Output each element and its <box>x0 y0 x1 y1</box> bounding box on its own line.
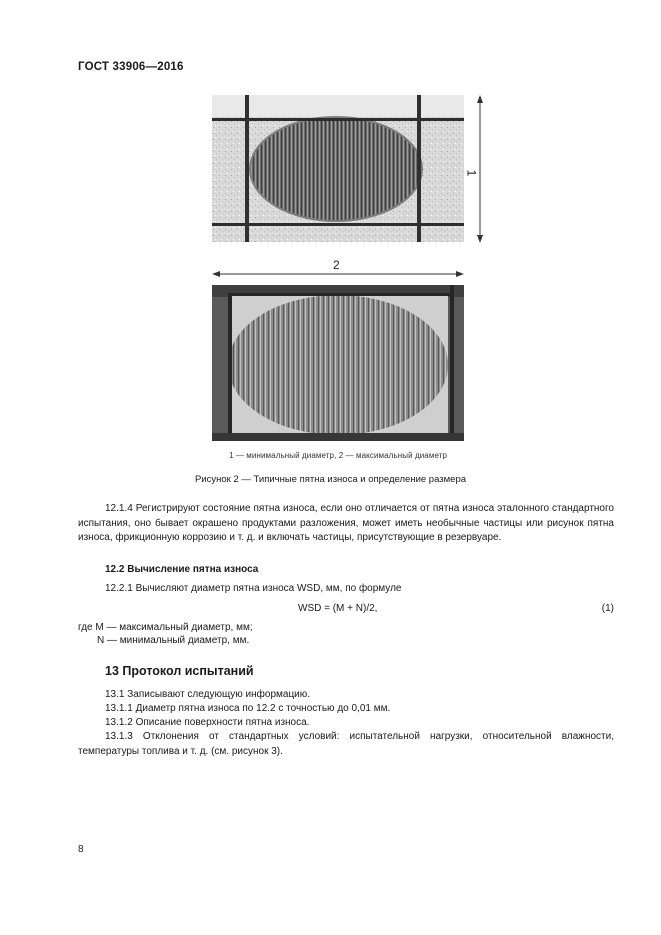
heading-12-2: 12.2 Вычисление пятна износа <box>105 564 259 575</box>
where-m-definition: где M — максимальный диаметр, мм; <box>78 622 253 633</box>
figure-caption: Рисунок 2 — Типичные пятна износа и определение размера <box>194 474 467 485</box>
figure-2 <box>200 88 500 458</box>
where-n-definition: N — минимальный диаметр, мм. <box>97 635 250 646</box>
paragraph-12-2-1: 12.2.1 Вычисляют диаметр пятна износа WSD, мм, по формуле <box>105 583 402 594</box>
formula-number: (1) <box>601 603 614 614</box>
document-header: ГОСТ 33906—2016 <box>78 61 184 73</box>
formula-wsd: WSD = (M + N)/2, <box>298 603 378 614</box>
paragraph-13-1-1: 13.1.1 Диаметр пятна износа по 12.2 с точностью до 0,01 мм. <box>105 703 391 714</box>
paragraph-13-1: 13.1 Записывают следующую информацию. <box>105 689 311 700</box>
dimension-label-2: 2 <box>333 258 340 272</box>
heading-13: 13 Протокол испытаний <box>105 664 254 678</box>
wear-spot-photo-bottom <box>212 285 464 441</box>
paragraph-12-1-4: 12.1.4 Регистрируют состояние пятна износа, если оно отличается от пятна износа эталонного стандартного испытания, оно бывает окрашено продуктами разложения, может иметь необычные частицы или рисунок пятна износа, фрикционную коррозию и т. д. и включать частицы, присутствующие в резервуаре. <box>78 503 614 543</box>
dimension-label-1: 1 <box>464 169 479 177</box>
paragraph-13-1-2: 13.1.2 Описание поверхности пятна износа. <box>105 717 310 728</box>
paragraph-13-1-3: 13.1.3 Отклонения от стандартных условий: испытательной нагрузки, относительной влажности, температуры топлива и т. д. (см. рисунок 3). <box>78 731 614 757</box>
wear-spot-photo-top <box>212 95 464 242</box>
figure-legend: 1 — минимальный диаметр, 2 — максимальный диаметр <box>229 451 448 460</box>
page-number: 8 <box>78 844 84 855</box>
